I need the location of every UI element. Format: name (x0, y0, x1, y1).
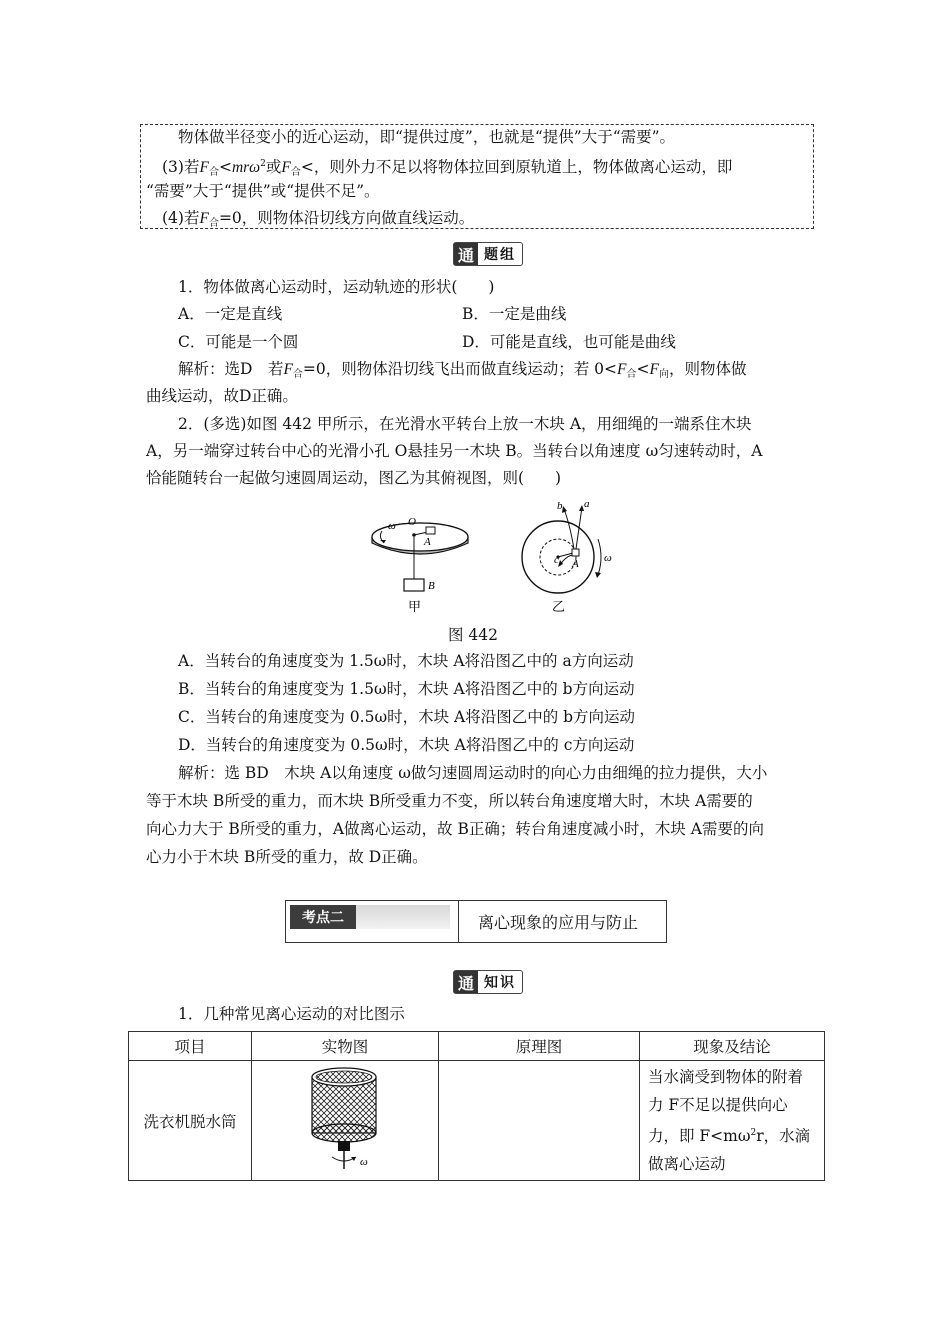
box-line-4: (4)若$F_合=0$，则物体沿切线方向做直线运动。 (162, 209, 475, 229)
q1-analysis-line-1: 解析：选D 若$F_合=0$，则物体沿切线飞出而做直线运动；若 $0<F_合<F_向$，则物体做 (178, 360, 747, 380)
q2-stem-line-2: A，另一端穿过转台中心的光滑小孔 O悬挂另一木块 B。当转台以角速度 ω匀速转动时，A (146, 442, 763, 460)
q1-option-c: C．可能是一个圆 (178, 333, 299, 351)
q1-option-a: A．一定是直线 (178, 305, 283, 323)
kaodian-box (285, 900, 667, 943)
table-row (129, 1061, 825, 1181)
table-header-row (129, 1032, 825, 1061)
q1-stem: 1．物体做离心运动时，运动轨迹的形状( ) (178, 278, 495, 296)
q2-analysis-line-3: 向心力大于 B所受的重力，A做离心运动，故 B正确；转台角速度减小时，木块 A需要的向 (146, 820, 764, 838)
fig-label-a: a (584, 498, 590, 510)
box-line-3: “需要”大于“提供”或“提供不足”。 (146, 182, 380, 200)
q2-option-d: D．当转台的角速度变为 0.5ω时，木块 A将沿图乙中的 c方向运动 (178, 736, 635, 754)
q2-option-a: A．当转台的角速度变为 1.5ω时，木块 A将沿图乙中的 a方向运动 (178, 652, 634, 670)
conclusion-line-3: 力，即 $F<m\omega^2r$，水滴 (648, 1127, 811, 1145)
table-header-conclusion: 现象及结论 (640, 1032, 825, 1061)
fig-label-A-yi: A (572, 558, 579, 570)
kaodian-label: 考点二 (290, 905, 356, 929)
conclusion-line-1: 当水滴受到物体的附着 (648, 1068, 804, 1086)
figure-jia-turntable (372, 523, 468, 591)
spin-dryer-drum-image (300, 1065, 390, 1173)
q2-analysis-line-4: 心力小于木块 B所受的重力，故 D正确。 (146, 848, 428, 866)
table-header-photo: 实物图 (252, 1032, 439, 1061)
kaodian-divider (458, 901, 459, 942)
table-header-principle: 原理图 (439, 1032, 640, 1061)
q2-option-b: B．当转台的角速度变为 1.5ω时，木块 A将沿图乙中的 b方向运动 (178, 680, 635, 698)
figure-yi-topview (522, 505, 601, 593)
q1-analysis-line-2: 曲线运动，故D正确。 (146, 387, 298, 405)
q1-option-b: B．一定是曲线 (462, 305, 567, 323)
fig-label-c: c (554, 554, 559, 566)
table-cell-item: 洗衣机脱水筒 (129, 1061, 252, 1181)
q2-analysis-line-2: 等于木块 B所受的重力，而木块 B所受重力不变，所以转台角速度增大时，木块 A需要的 (146, 792, 753, 810)
q1-option-d: D．可能是直线，也可能是曲线 (462, 333, 676, 351)
fig-label-b: b (557, 500, 563, 512)
fig-label-jia: 甲 (408, 600, 422, 615)
section-badge-knowledge: 通 知识 (453, 970, 523, 994)
photo-omega-label: ω (360, 1155, 368, 1168)
figure-442 (360, 495, 630, 620)
figure-caption: 图 442 (448, 626, 499, 644)
kaodian-title: 离心现象的应用与防止 (478, 913, 639, 932)
section-badge-question-group: 通 题组 (453, 242, 523, 266)
kaodian-tag (290, 905, 450, 929)
table-cell-conclusion (640, 1061, 825, 1181)
fig-label-omega-jia: ω (388, 520, 396, 532)
conclusion-line-4: 做离心运动 (648, 1155, 726, 1173)
q2-stem-line-1: 2．(多选)如图 442 甲所示，在光滑水平转台上放一木块 A，用细绳的一端系住木块 (178, 415, 752, 433)
table-cell-photo (252, 1061, 439, 1181)
fig-label-omega-yi: ω (604, 552, 612, 564)
table-cell-principle (439, 1061, 640, 1181)
q2-analysis-line-1: 解析：选 BD 木块 A以角速度 ω做匀速圆周运动时的向心力由细绳的拉力提供，大小 (178, 764, 768, 782)
table-header-item: 项目 (129, 1032, 252, 1061)
fig-label-yi: 乙 (552, 600, 566, 615)
section-heading-1: 1．几种常见离心运动的对比图示 (178, 1005, 405, 1023)
comparison-table (128, 1031, 825, 1181)
box-line-1: 物体做半径变小的近心运动，即“提供过度”，也就是“提供”大于“需要”。 (178, 128, 676, 146)
fig-label-A-jia: A (424, 536, 431, 548)
q2-option-c: C．当转台的角速度变为 0.5ω时，木块 A将沿图乙中的 b方向运动 (178, 708, 636, 726)
box-line-2: (3)若$F_合<mr\omega^2$或$F_合<$，则外力不足以将物体拉回到原轨道上，物体做离心运动，即 (162, 158, 733, 178)
fig-label-O: O (408, 516, 416, 528)
fig-label-B: B (428, 580, 435, 592)
conclusion-line-2: 力 F不足以提供向心 (648, 1096, 788, 1114)
q2-stem-line-3: 恰能随转台一起做匀速圆周运动，图乙为其俯视图，则( ) (146, 469, 562, 487)
